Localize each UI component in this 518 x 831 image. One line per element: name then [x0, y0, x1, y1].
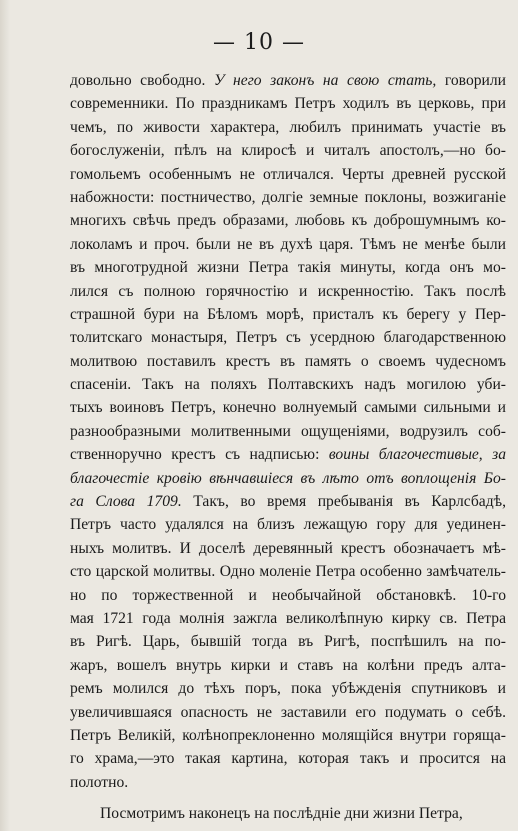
text-segment: но по торжественной и необычайной обстановкѣ. 10-го	[70, 586, 506, 604]
italic-text: благочестіе кровію вѣнчавшіеся въ лѣто отъ воплощенія Бо-	[70, 469, 506, 487]
text-line	[70, 186, 506, 209]
italic-text: га Слова 1709.	[70, 493, 182, 511]
text-segment: ремъ молился до тѣхъ поръ, пока убѣжденія спутниковъ и	[70, 680, 506, 698]
text-segment: мая 1721 года молнія зажгла великолѣпную кирку св. Петра	[70, 609, 506, 627]
text-segment: говорили	[436, 72, 507, 89]
text-line	[70, 69, 506, 92]
text-line	[70, 607, 506, 630]
text-line	[70, 350, 506, 373]
page-number: — 10 —	[213, 30, 305, 55]
text-segment: лился съ полною горячностію и искренностію. Такъ послѣ	[70, 282, 506, 300]
text-line	[70, 747, 506, 770]
text-line	[70, 420, 506, 443]
text-line	[70, 443, 506, 466]
text-segment: современники. По праздникамъ Петръ ходилъ въ церковь, при	[70, 95, 506, 113]
text-segment: гомольемъ особеннымъ не отличался. Черты древней русской	[70, 165, 506, 183]
text-line	[70, 560, 506, 583]
text-segment: спасеніи. Такъ на поляхъ Полтавскихъ надъ могилою уби-	[70, 376, 506, 394]
text-line	[70, 584, 506, 607]
text-segment: набожности: постничество, долгіе земные поклоны, возжиганіе	[70, 188, 506, 206]
text-line	[70, 256, 506, 279]
text-line	[70, 490, 506, 513]
text-segment: молитвою поставилъ крестъ въ память о своемъ чудесномъ	[70, 352, 506, 370]
text-segment: въ многотрудной жизни Петра такія минуты, когда онъ мо-	[70, 259, 506, 277]
text-line	[70, 163, 506, 186]
text-segment: толитскаго монастыря, Петръ съ усердною благодарственною	[70, 329, 506, 347]
text-segment: тыхъ воиновъ Петръ, конечно волнуемый самыми сильными и	[70, 399, 506, 417]
text-line	[70, 396, 506, 419]
text-segment: довольно свободно.	[70, 72, 214, 89]
text-line	[70, 116, 506, 139]
text-segment: полотно.	[70, 773, 129, 791]
text-segment: богослуженіи, пѣлъ на клиросѣ и читалъ апостолъ,—но бо-	[70, 142, 506, 160]
body-text	[70, 69, 506, 826]
text-line	[70, 701, 506, 724]
text-segment: локоламъ и проч. были не въ духѣ царя. Тѣмъ не менѣе были	[70, 235, 506, 253]
text-segment: Петръ часто удалялся на близъ лежащую гору для уединен-	[70, 516, 506, 534]
text-line	[70, 677, 506, 700]
text-segment: ственноручно крестъ съ надписью:	[70, 446, 329, 464]
text-line	[70, 802, 506, 825]
text-line	[70, 467, 506, 490]
text-segment: жаръ, вошелъ внутрь кирки и ставъ на колѣни предъ алта-	[70, 656, 506, 674]
italic-text: воины благочестивые, за	[328, 446, 506, 464]
italic-text: У него законъ на свою стать,	[213, 72, 437, 89]
text-line	[70, 513, 506, 536]
text-line	[70, 280, 506, 303]
text-segment: увеличившаяся опасность не заставили его подумать о себѣ.	[70, 703, 506, 721]
text-line	[70, 92, 506, 115]
text-line	[70, 326, 506, 349]
text-line	[70, 771, 506, 794]
text-line	[70, 724, 506, 747]
text-line	[70, 654, 506, 677]
text-line	[70, 373, 506, 396]
text-segment: Петръ Великій, колѣнопреклоненно молящійся внутри горяща-	[70, 726, 506, 744]
text-line	[70, 630, 506, 653]
text-segment: многихъ свѣчь предъ образами, любовь къ доброшумнымъ ко-	[70, 212, 506, 230]
text-segment: ныхъ молитвъ. И доселѣ деревянный крестъ обозначаетъ мѣ-	[70, 539, 506, 557]
scan-edge	[0, 0, 10, 831]
text-segment: го храма,—это такая картина, которая такъ и просится на	[70, 750, 506, 768]
text-line	[70, 303, 506, 326]
text-segment: страшной бури на Бѣломъ морѣ, присталъ къ берегу у Пер-	[70, 305, 506, 323]
text-line	[70, 233, 506, 256]
text-segment: въ Ригѣ. Царь, бывшій тогда въ Ригѣ, поспѣшилъ на по-	[70, 633, 506, 651]
text-line	[70, 537, 506, 560]
text-line	[70, 209, 506, 232]
text-segment: Такъ, во время пребыванія въ Карлсбадѣ,	[181, 493, 506, 511]
text-segment: сто царской молитвы. Одно моленіе Петра особенно замѣчатель-	[70, 563, 506, 581]
text-line	[70, 139, 506, 162]
text-segment: чемъ, по живости характера, любилъ принимать участіе въ	[70, 118, 506, 136]
text-segment: Посмотримъ наконецъ на послѣдніе дни жизни Петра,	[100, 805, 463, 823]
text-segment: разнообразными молитвенными ощущеніями, водрузилъ соб-	[70, 422, 506, 440]
